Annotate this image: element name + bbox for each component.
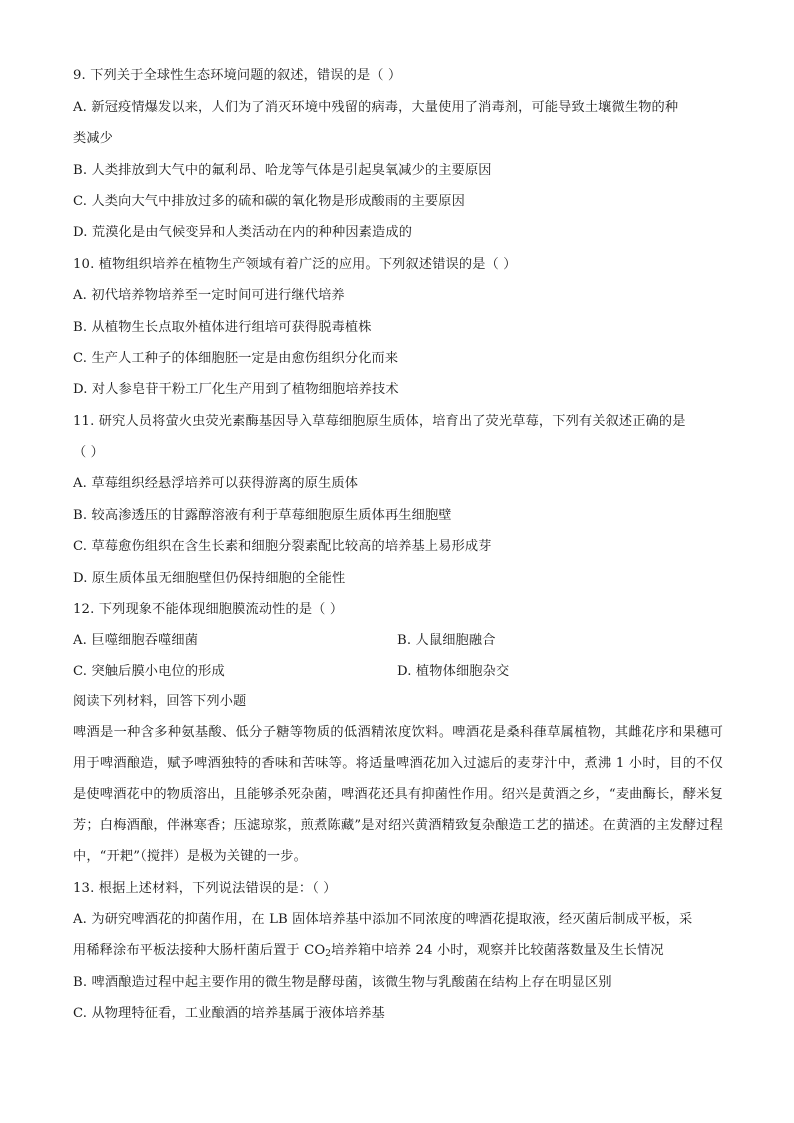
q13-option-a-line2-post: 培养箱中培养 24 小时，观察并比较菌落数量及生长情况: [331, 943, 664, 958]
q12-option-d: D. 植物体细胞杂交: [397, 664, 510, 679]
q13-option-a-line2: [73, 941, 723, 961]
q13-option-a-line2-pre: 用稀释涂布平板法接种大肠杆菌后置于 CO: [73, 943, 326, 958]
material-paragraph: 啤酒是一种含多种氨基酸、低分子糖等物质的低酒精浓度饮料。啤酒花是桑科葎草属植物，其雌花序和果穗可用于啤酒酿造，赋予啤酒独特的香味和苦味等。将适量啤酒花加入过滤后的麦芽汁中，煮沸 1 小时，目的不仅是使啤酒花中的物质溶出，且能够杀死杂菌，啤酒花还具有抑菌性作用。绍兴是黄酒之乡，“麦曲酶长，酵米复芳；白梅酒酿，伴淋寒香；压滤琼浆，煎煮陈藏”是对绍兴黄酒精致复杂酿造工艺的描述。在黄酒的主发酵过程中，“开耙”（搅拌）是极为关键的一步。: [73, 725, 723, 864]
q10-option-b: B. 从植物生长点取外植体进行组培可获得脱毒植株: [73, 320, 372, 335]
q9-option-a-line2: 类减少: [73, 131, 114, 146]
q12-option-c: C. 突触后膜小电位的形成: [73, 664, 225, 679]
q12-stem: 12. 下列现象不能体现细胞膜流动性的是（ ）: [73, 602, 344, 617]
q12-option-a: A. 巨噬细胞吞噬细菌: [73, 633, 199, 648]
q10-stem: 10. 植物组织培养在植物生产领域有着广泛的应用。下列叙述错误的是（ ）: [73, 257, 517, 272]
co2-subscript: 2: [325, 949, 332, 959]
q9-stem: 9. 下列关于全球性生态环境问题的叙述，错误的是（ ）: [73, 68, 402, 83]
q9-option-d: D. 荒漠化是由气候变异和人类活动在内的种种因素造成的: [73, 225, 413, 240]
q9-option-a-line1: A. 新冠疫情爆发以来，人们为了消灭环境中残留的病毒，大量使用了消毒剂，可能导致土壤微生物的种: [73, 100, 679, 115]
q11-stem-line2: （ ）: [73, 445, 105, 460]
q11-option-c: C. 草莓愈伤组织在含生长素和细胞分裂素配比较高的培养基上易形成芽: [73, 539, 492, 554]
q13-stem: 13. 根据上述材料，下列说法错误的是：（ ）: [73, 881, 337, 896]
q11-stem-line1: 11. 研究人员将萤火虫荧光素酶基因导入草莓细胞原生质体，培育出了荧光草莓，下列有关叙述正确的是: [73, 414, 686, 429]
q9-option-b: B. 人类排放到大气中的氟利昂、哈龙等气体是引起臭氧减少的主要原因: [73, 163, 492, 178]
q13-option-b: B. 啤酒酿造过程中起主要作用的微生物是酵母菌，该微生物与乳酸菌在结构上存在明显区别: [73, 975, 612, 990]
q9-option-c: C. 人类向大气中排放过多的硫和碳的氧化物是形成酸雨的主要原因: [73, 194, 465, 209]
q11-option-b: B. 较高渗透压的甘露醇溶液有利于草莓细胞原生质体再生细胞壁: [73, 508, 452, 523]
q13-option-a-line1: A. 为研究啤酒花的抑菌作用，在 LB 固体培养基中添加不同浓度的啤酒花提取液，经灭菌后制成平板，采: [73, 912, 693, 927]
q10-option-a: A. 初代培养物培养至一定时间可进行继代培养: [73, 288, 345, 303]
q13-option-c: C. 从物理特征看，工业酿酒的培养基属于液体培养基: [73, 1006, 385, 1021]
q11-option-a: A. 草莓组织经悬浮培养可以获得游离的原生质体: [73, 476, 359, 491]
q12-option-b: B. 人鼠细胞融合: [397, 633, 496, 648]
q10-option-c: C. 生产人工种子的体细胞胚一定是由愈伤组织分化而来: [73, 351, 399, 366]
q10-option-d: D. 对人参皂苷干粉工厂化生产用到了植物细胞培养技术: [73, 382, 399, 397]
q11-option-d: D. 原生质体虽无细胞壁但仍保持细胞的全能性: [73, 571, 346, 586]
material-intro: 阅读下列材料，回答下列小题: [73, 694, 247, 709]
